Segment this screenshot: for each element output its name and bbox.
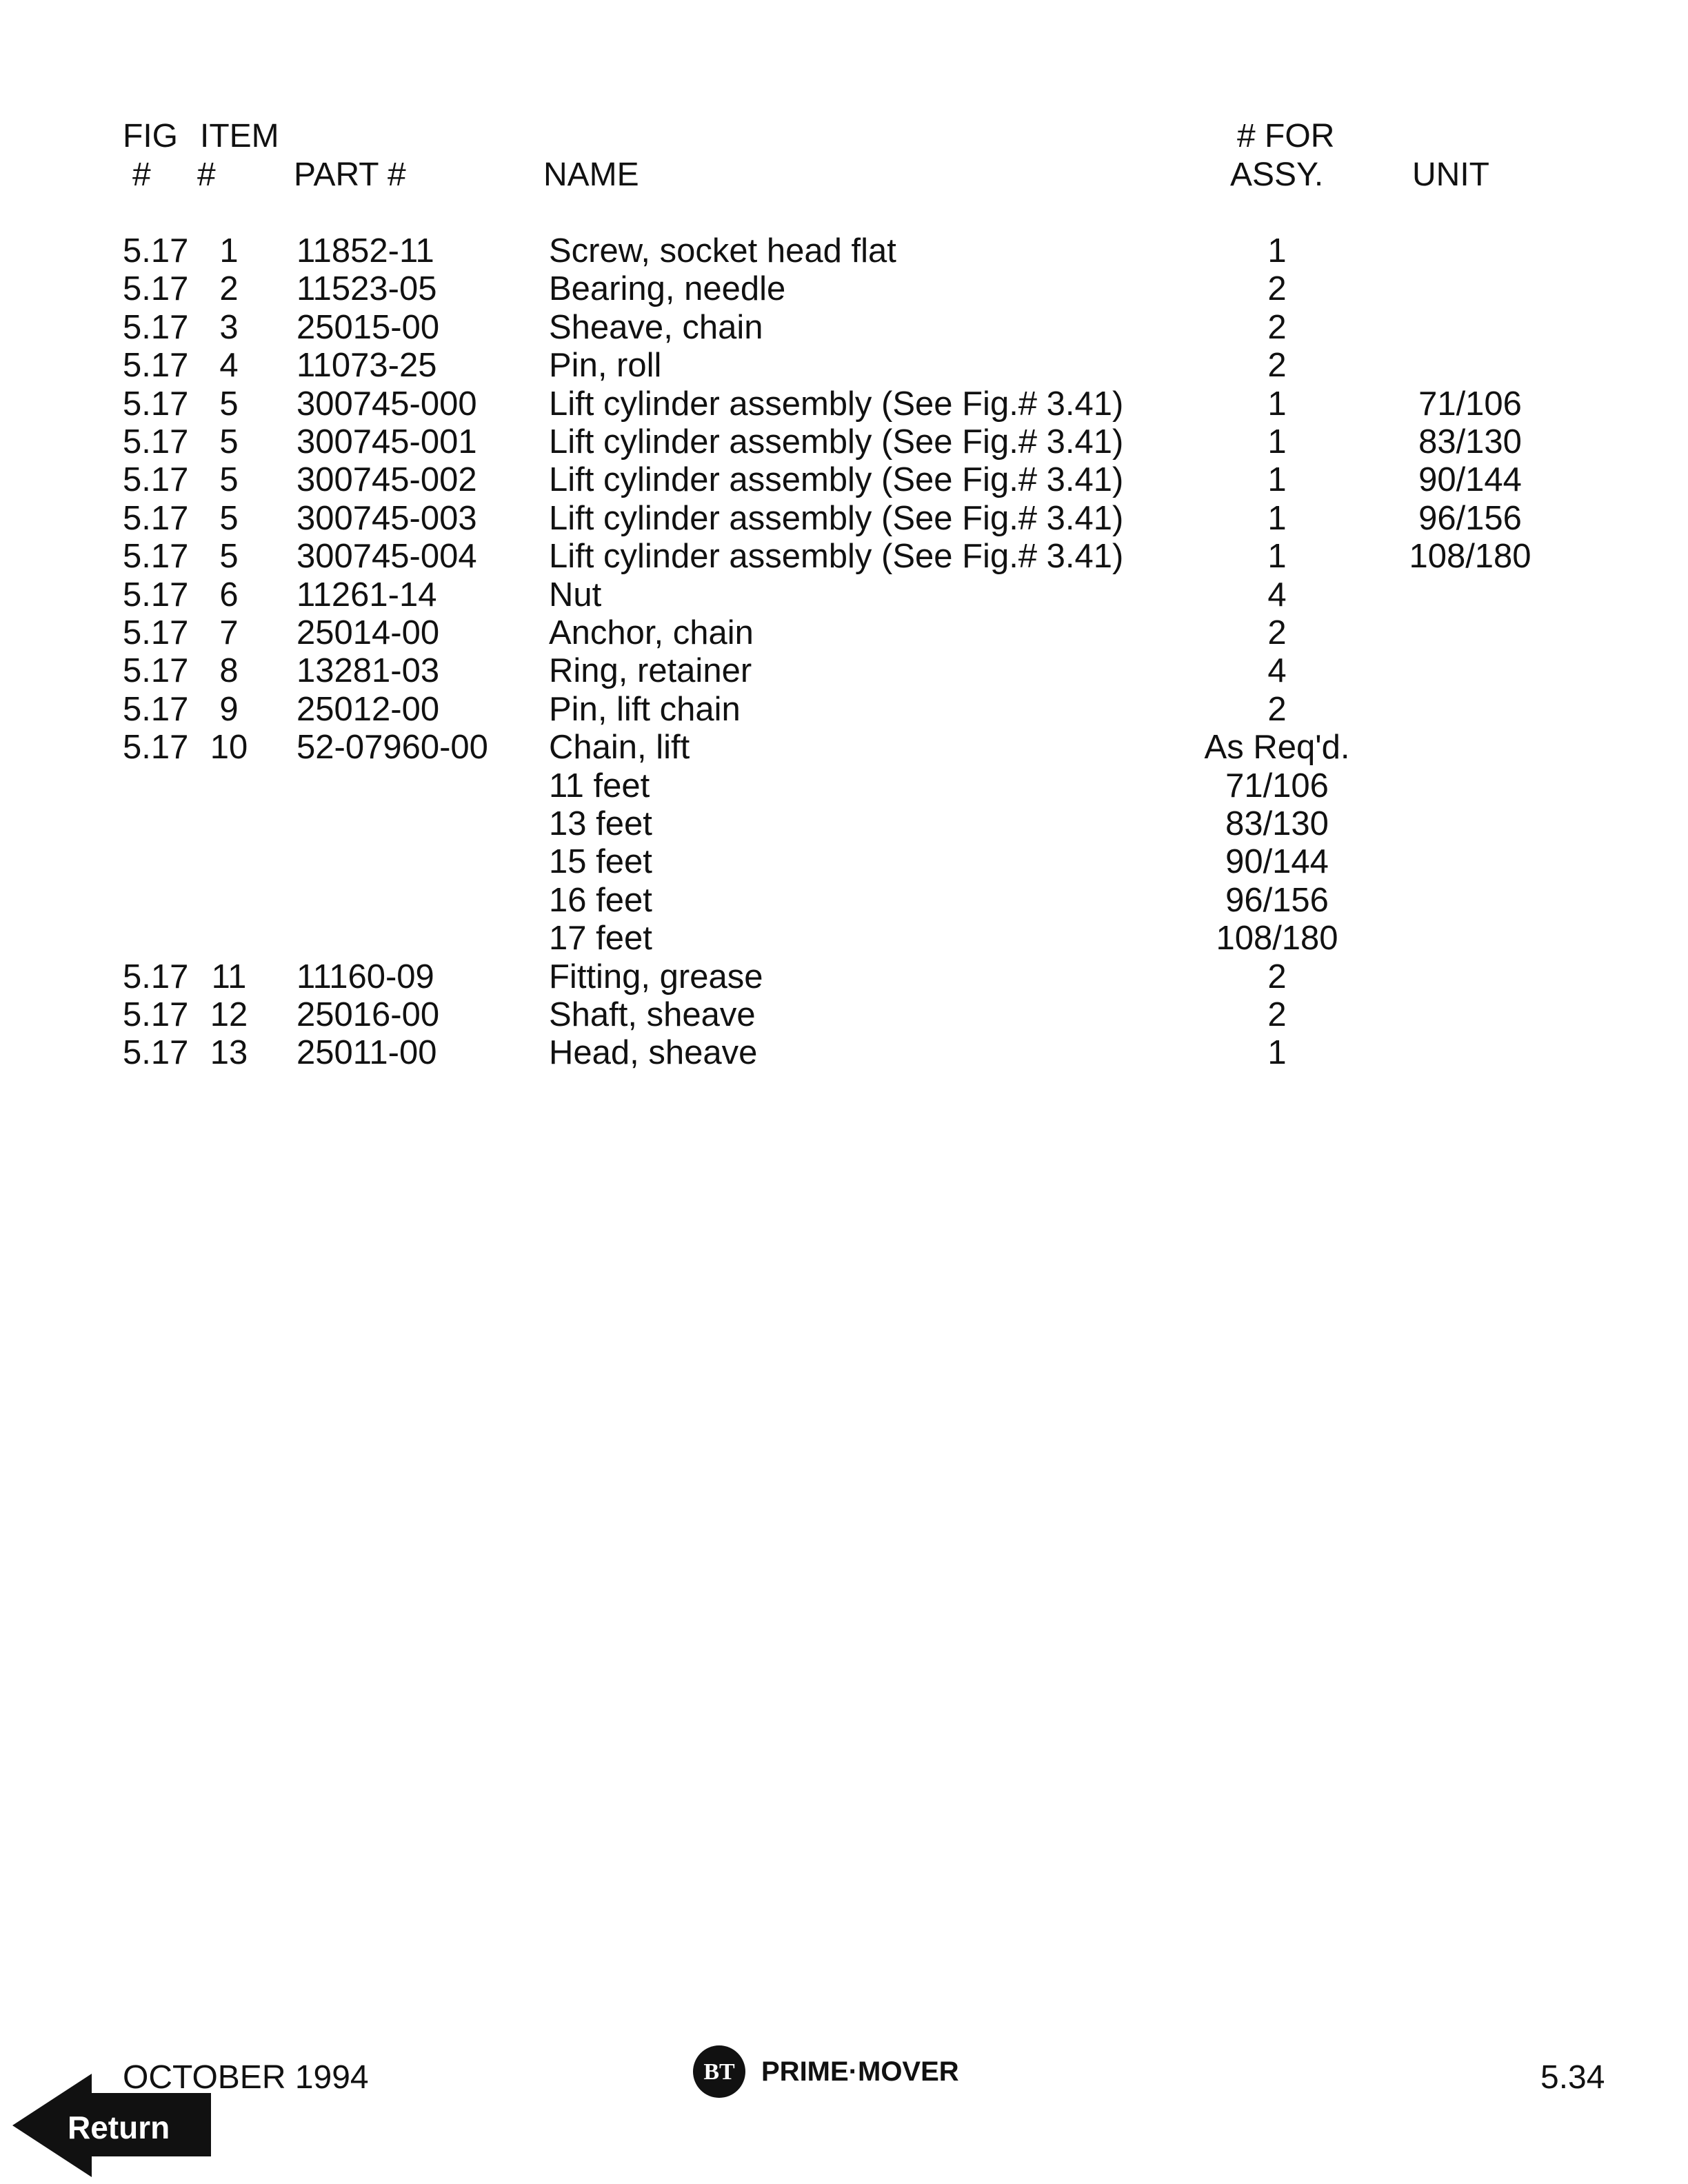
row-name: 13 feet: [549, 805, 652, 842]
table-row: 5.17 4 11073-25 Pin, roll 2: [123, 347, 1287, 384]
row-fig: 5.17: [123, 652, 189, 689]
row-fig: 5.17: [123, 347, 189, 384]
table-row: 5.17 7 25014-00 Anchor, chain 2: [123, 614, 1287, 651]
page-number: 5.34: [1540, 2059, 1605, 2096]
row-name: 15 feet: [549, 843, 652, 880]
row-part-number: 11523-05: [297, 270, 437, 307]
row-part-number: 300745-003: [297, 500, 477, 537]
table-row: 5.17 1 11852-11 Screw, socket head flat 1: [123, 232, 1287, 270]
row-fig: 5.17: [123, 385, 189, 423]
row-part-number: 300745-000: [297, 385, 477, 423]
row-part-number: 300745-001: [297, 423, 477, 461]
table-row: 16 feet 96/156: [549, 882, 1329, 919]
return-label: Return: [68, 2110, 170, 2145]
row-name: Shaft, sheave: [549, 996, 756, 1033]
row-fig: 5.17: [123, 691, 189, 728]
header-for-line2: ASSY.: [1230, 156, 1324, 193]
row-part-number: 300745-002: [297, 461, 477, 498]
row-part-number: 13281-03: [297, 652, 440, 689]
row-name: Lift cylinder assembly (See Fig.# 3.41): [549, 385, 1124, 423]
row-part-number: 11160-09: [297, 958, 434, 995]
row-part-number: 52-07960-00: [297, 729, 488, 766]
row-fig: 5.17: [123, 996, 189, 1033]
table-row: 5.17 8 13281-03 Ring, retainer 4: [123, 652, 1287, 689]
row-part-number: 11852-11: [297, 232, 434, 270]
table-row: 5.17 5 300745-003 Lift cylinder assembly (See Fig.# 3.41) 1 96/156: [123, 500, 1522, 537]
table-row: 5.17 9 25012-00 Pin, lift chain 2: [123, 691, 1287, 728]
table-row: 11 feet 71/106: [549, 767, 1329, 805]
row-name: Sheave, chain: [549, 309, 763, 346]
row-fig: 5.17: [123, 461, 189, 498]
table-row: 15 feet 90/144: [549, 843, 1329, 880]
table-row: 5.17 13 25011-00 Head, sheave 1: [123, 1034, 1287, 1071]
row-name: 16 feet: [549, 882, 652, 919]
header-item-line1: ITEM: [200, 118, 279, 154]
table-row: 5.17 10 52-07960-00 Chain, lift As Req'd.: [123, 729, 1350, 766]
row-name: Fitting, grease: [549, 958, 763, 995]
header-for-line1: # FOR: [1237, 118, 1335, 154]
row-name: Lift cylinder assembly (See Fig.# 3.41): [549, 423, 1124, 461]
table-row: 5.17 2 11523-05 Bearing, needle 2: [123, 270, 1287, 307]
table-row: 5.17 11 11160-09 Fitting, grease 2: [123, 958, 1287, 995]
header-fig-line2: #: [132, 156, 151, 193]
table-row: 5.17 5 300745-004 Lift cylinder assembly (See Fig.# 3.41) 1 108/180: [123, 538, 1531, 575]
table-row: 5.17 5 300745-000 Lift cylinder assembly (See Fig.# 3.41) 1 71/106: [123, 385, 1522, 423]
row-fig: 5.17: [123, 614, 189, 651]
table-row: 5.17 6 11261-14 Nut 4: [123, 576, 1287, 614]
row-name: 11 feet: [549, 767, 650, 805]
row-part-number: 25012-00: [297, 691, 440, 728]
row-name: Ring, retainer: [549, 652, 752, 689]
table-row: 5.17 5 300745-002 Lift cylinder assembly (See Fig.# 3.41) 1 90/144: [123, 461, 1522, 498]
row-part-number: 25014-00: [297, 614, 440, 651]
table-row: 5.17 5 300745-001 Lift cylinder assembly (See Fig.# 3.41) 1 83/130: [123, 423, 1522, 461]
table-row: 17 feet 108/180: [549, 920, 1338, 957]
row-name: 17 feet: [549, 920, 652, 957]
table-row: 5.17 3 25015-00 Sheave, chain 2: [123, 309, 1287, 346]
row-part-number: 25015-00: [297, 309, 440, 346]
row-name: Lift cylinder assembly (See Fig.# 3.41): [549, 538, 1124, 575]
row-fig: 5.17: [123, 500, 189, 537]
header-part: PART #: [294, 156, 406, 193]
row-fig: 5.17: [123, 958, 189, 995]
header-unit: UNIT: [1412, 156, 1489, 193]
return-button[interactable]: [12, 2074, 219, 2177]
bt-logo-icon: [692, 2045, 746, 2099]
row-name: Chain, lift: [549, 729, 690, 766]
row-fig: 5.17: [123, 232, 189, 270]
row-part-number: 11073-25: [297, 347, 437, 384]
svg-text:BT: BT: [703, 2059, 735, 2085]
row-name: Bearing, needle: [549, 270, 786, 307]
row-fig: 5.17: [123, 309, 189, 346]
row-part-number: 25011-00: [297, 1034, 437, 1071]
row-fig: 5.17: [123, 576, 189, 614]
header-fig-line1: FIG: [123, 118, 178, 154]
row-name: Nut: [549, 576, 602, 614]
footer-date: OCTOBER 1994: [123, 2059, 369, 2096]
row-name: Pin, lift chain: [549, 691, 741, 728]
table-row: 13 feet 83/130: [549, 805, 1329, 842]
header-name: NAME: [543, 156, 639, 193]
row-fig: 5.17: [123, 423, 189, 461]
table-row: 5.17 12 25016-00 Shaft, sheave 2: [123, 996, 1287, 1033]
row-fig: 5.17: [123, 270, 189, 307]
row-name: Pin, roll: [549, 347, 662, 384]
row-fig: 5.17: [123, 1034, 189, 1071]
row-name: Anchor, chain: [549, 614, 754, 651]
row-name: Lift cylinder assembly (See Fig.# 3.41): [549, 500, 1124, 537]
header-item-line2: #: [197, 156, 216, 193]
row-part-number: 11261-14: [297, 576, 437, 614]
row-name: Head, sheave: [549, 1034, 758, 1071]
row-fig: 5.17: [123, 729, 189, 766]
brand-logo: [692, 2045, 959, 2099]
brand-name: PRIME·MOVER: [761, 2056, 959, 2087]
row-part-number: 300745-004: [297, 538, 477, 575]
row-name: Screw, socket head flat: [549, 232, 896, 270]
row-name: Lift cylinder assembly (See Fig.# 3.41): [549, 461, 1124, 498]
row-fig: 5.17: [123, 538, 189, 575]
row-part-number: 25016-00: [297, 996, 440, 1033]
